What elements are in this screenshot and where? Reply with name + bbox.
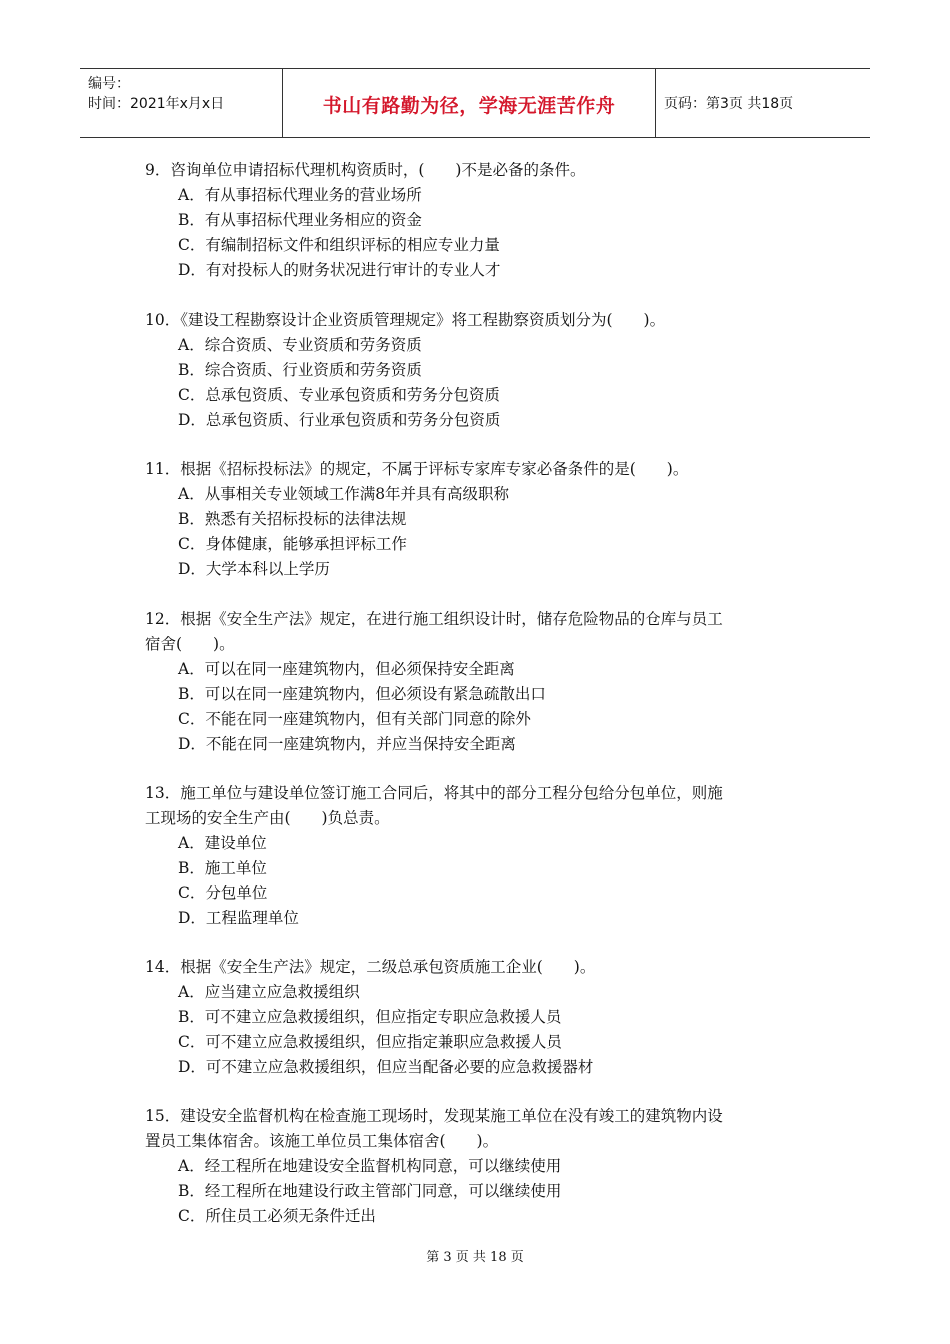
option-d: D．有对投标人的财务状况进行审计的专业人才: [178, 261, 501, 279]
option-b: B．可不建立应急救援组织，但应指定专职应急救援人员: [178, 1008, 562, 1026]
option-c: C．不能在同一座建筑物内，但有关部门同意的除外: [178, 710, 531, 728]
header-page-info: 页码：第3页 共18页: [664, 96, 794, 112]
option-a: A．可以在同一座建筑物内，但必须保持安全距离: [178, 660, 515, 678]
question-12: [145, 607, 805, 757]
option-b: B．综合资质、行业资质和劳务资质: [178, 361, 422, 379]
option-b: B．可以在同一座建筑物内，但必须设有紧急疏散出口: [178, 685, 546, 703]
option-a: A．综合资质、专业资质和劳务资质: [178, 336, 422, 354]
question-stem: 10．《建设工程勘察设计企业资质管理规定》将工程勘察资质划分为( )。: [145, 311, 666, 329]
option-c: C．总承包资质、专业承包资质和劳务分包资质: [178, 386, 500, 404]
option-c: C．分包单位: [178, 884, 268, 902]
question-stem: 14．根据《安全生产法》规定，二级总承包资质施工企业( )。: [145, 958, 596, 976]
question-stem-line-1: 13．施工单位与建设单位签订施工合同后，将其中的部分工程分包给分包单位，则施: [145, 784, 723, 802]
question-stem: 9．咨询单位申请招标代理机构资质时，( )不是必备的条件。: [145, 161, 586, 179]
option-d: D．可不建立应急救援组织，但应当配备必要的应急救援器材: [178, 1058, 594, 1076]
option-b: B．熟悉有关招标投标的法律法规: [178, 510, 407, 528]
option-d: D．工程监理单位: [178, 909, 299, 927]
question-13: [145, 781, 805, 931]
question-stem-line-2: 宿舍( )。: [145, 635, 235, 653]
header-motto-cell: [283, 69, 656, 137]
page-footer: 第 3 页 共 18 页: [426, 1250, 524, 1265]
option-b: B．经工程所在地建设行政主管部门同意，可以继续使用: [178, 1182, 562, 1200]
option-a: A．建设单位: [178, 834, 267, 852]
option-d: D．大学本科以上学历: [178, 560, 330, 578]
option-a: A．应当建立应急救援组织: [178, 983, 360, 1001]
header-meta-cell: [80, 69, 283, 137]
question-10: [145, 308, 805, 433]
option-a: A．从事相关专业领域工作满8年并具有高级职称: [178, 485, 510, 503]
serial-label: 编号：: [88, 76, 130, 92]
question-15: [145, 1104, 805, 1229]
question-stem-line-1: 12．根据《安全生产法》规定，在进行施工组织设计时，储存危险物品的仓库与员工: [145, 610, 723, 628]
question-stem-line-1: 15．建设安全监督机构在检查施工现场时，发现某施工单位在没有竣工的建筑物内设: [145, 1107, 723, 1125]
option-c: C．可不建立应急救援组织，但应指定兼职应急救援人员: [178, 1033, 562, 1051]
question-stem-line-2: 置员工集体宿舍。该施工单位员工集体宿舍( )。: [145, 1132, 499, 1150]
question-stem: 11．根据《招标投标法》的规定，不属于评标专家库专家必备条件的是( )。: [145, 460, 689, 478]
option-c: C．所住员工必须无条件迁出: [178, 1207, 376, 1225]
question-9: [145, 158, 805, 283]
option-a: A．经工程所在地建设安全监督机构同意，可以继续使用: [178, 1157, 562, 1175]
option-c: C．有编制招标文件和组织评标的相应专业力量: [178, 236, 500, 254]
option-d: D．总承包资质、行业承包资质和劳务分包资质: [178, 411, 501, 429]
motto-text: 书山有路勤为径，学海无涯苦作舟: [322, 95, 616, 117]
question-11: [145, 457, 805, 582]
question-stem-line-2: 工现场的安全生产由( )负总责。: [145, 809, 390, 827]
option-a: A．有从事招标代理业务的营业场所: [178, 186, 422, 204]
option-c: C．身体健康，能够承担评标工作: [178, 535, 407, 553]
question-14: [145, 955, 805, 1080]
page-header: [80, 68, 870, 138]
option-d: D．不能在同一座建筑物内，并应当保持安全距离: [178, 735, 516, 753]
option-b: B．施工单位: [178, 859, 267, 877]
time-label: 时间：2021年x月x日: [88, 96, 225, 112]
option-b: B．有从事招标代理业务相应的资金: [178, 211, 422, 229]
header-page-cell: [656, 69, 870, 137]
